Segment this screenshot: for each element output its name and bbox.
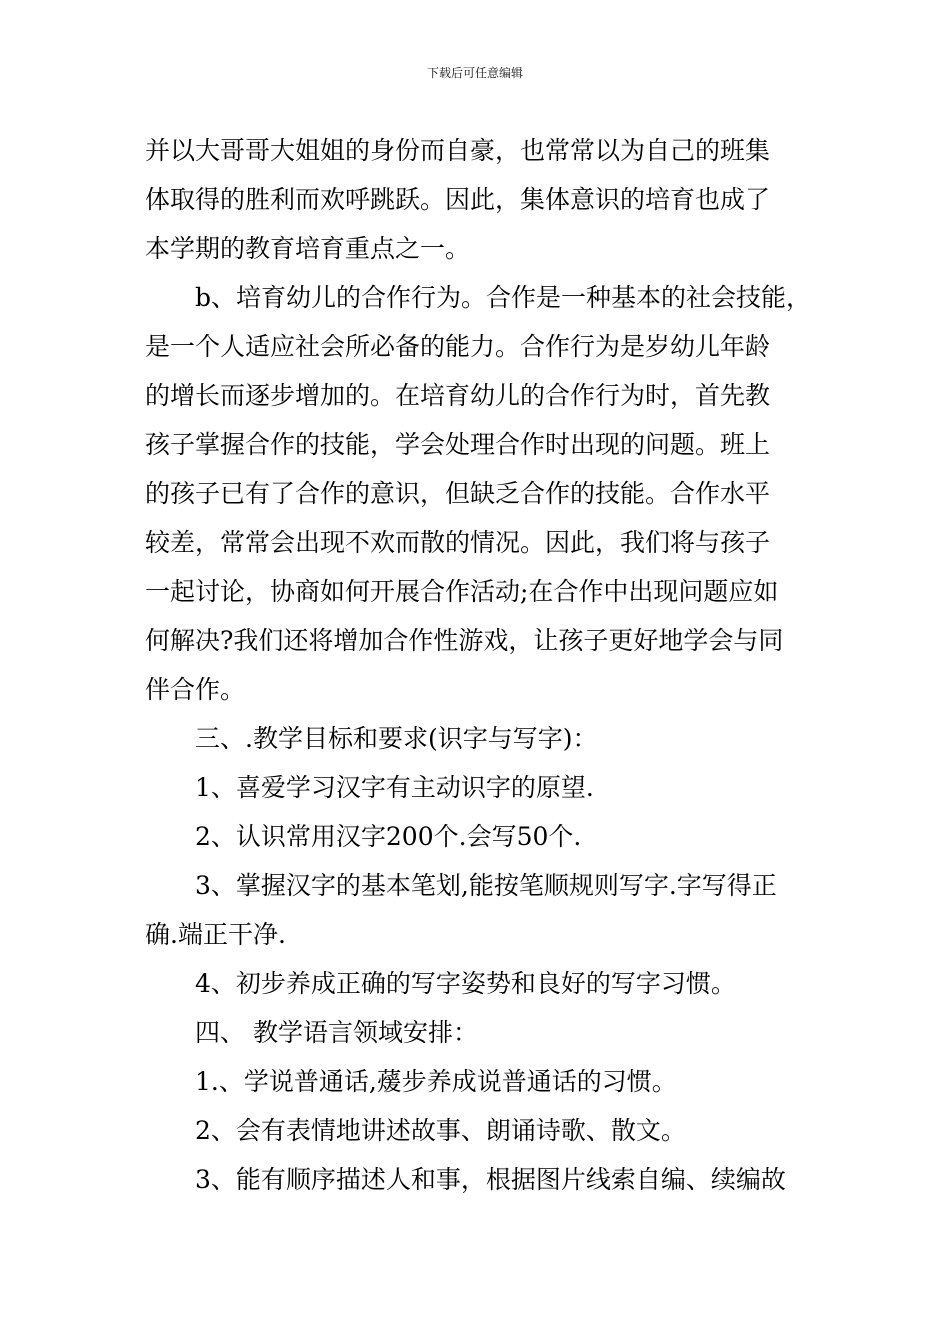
- text-line: 一起讨论，协商如何开展合作活动;在合作中出现问题应如: [145, 577, 779, 606]
- list-item: 3、能有顺序描述人和事，根据图片线索自编、续编故: [195, 1165, 786, 1194]
- text-line: 的增长而逐步增加的。在培育幼儿的合作行为时，首先教: [145, 381, 771, 410]
- text-line: 何解决?我们还将增加合作性游戏，让孩子更好地学会与同: [145, 626, 784, 655]
- text-line: 本学期的教育培育重点之一。: [145, 234, 471, 263]
- list-item: 4、初步养成正确的写字姿势和良好的写字习惯。: [195, 969, 736, 998]
- document-body: [145, 126, 815, 1204]
- text-line: 确.端正干净.: [145, 920, 286, 949]
- text-line: 的孩子已有了合作的意识，但缺乏合作的技能。合作水平: [145, 479, 771, 508]
- list-item: 1、喜爱学习汉字有主动识字的原望.: [195, 773, 594, 802]
- page-header: 下载后可任意编辑: [426, 66, 523, 80]
- paragraph-start: b、培育幼儿的合作行为。合作是一种基本的社会技能，: [195, 283, 812, 312]
- text-line: 体取得的胜利而欢呼跳跃。因此，集体意识的培育也成了: [145, 185, 771, 214]
- text-line: 伴合作。: [145, 675, 246, 704]
- list-item: 2、认识常用汉字200个.会写50个.: [195, 822, 582, 851]
- text-line: 孩子掌握合作的技能，学会处理合作时出现的问题。班上: [145, 430, 771, 459]
- section-heading: 四、 教学语言领域安排：: [195, 1018, 478, 1047]
- text-line: 并以大哥哥大姐姐的身份而自豪，也常常以为自己的班集: [145, 136, 771, 165]
- list-item: 1.、学说普通话,蕿步养成说普通话的习惯。: [195, 1067, 677, 1096]
- section-heading: 三、.教学目标和要求(识字与写字)：: [195, 724, 598, 753]
- text-line: 是一个人适应社会所必备的能力。合作行为是岁幼儿年龄: [145, 332, 771, 361]
- list-item: 3、掌握汉字的基本笔划,能按笔顺规则写字.字写得正: [195, 871, 777, 900]
- text-line: 较差，常常会出现不欢而散的情况。因此，我们将与孩子: [145, 528, 771, 557]
- list-item: 2、会有表情地讲述故事、朗诵诗歌、散文。: [195, 1116, 686, 1145]
